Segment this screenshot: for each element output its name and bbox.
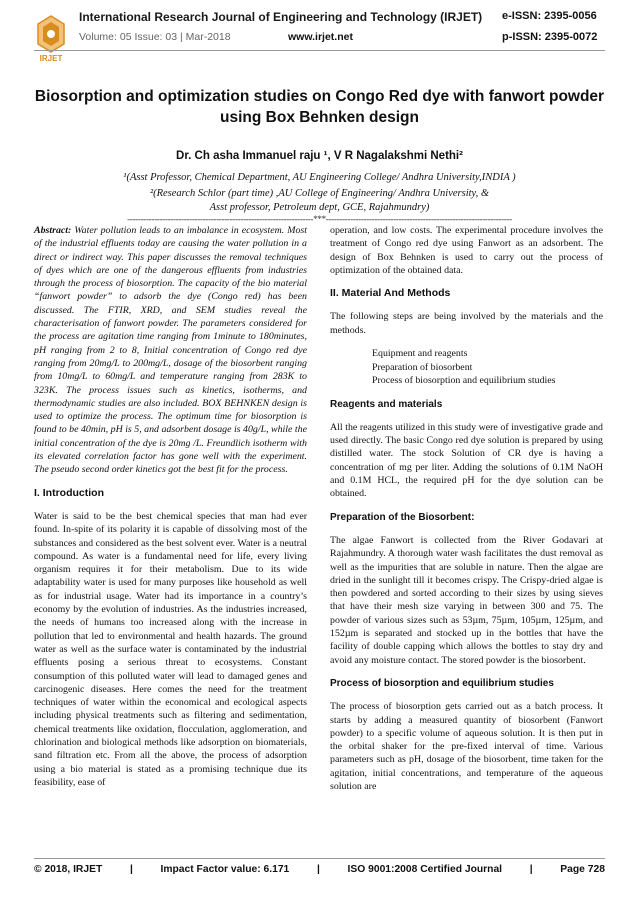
list-item: Preparation of biosorbent — [372, 361, 473, 373]
preparation-text: The algae Fanwort is collected from the River Godavari at Rajahmundry. A thorough water wash facilitates the dust removal as well as the impurities that are soluble in nature. Then the algae are dried in the sunlight till it becomes crispy. The Crispy-dried algae is then powdered and sorted according to their sizes by using sieves that have their mesh size varying in between 300 and 75. The powder of various sizes such as 53µm, 75µm, 105µm, 125µm, and 152µm is separated and stocked up in the bottles that have the facility of double capping which allows the bottles to stay dry and avoid any moisture contact. The stored powder is the biosorbent. — [330, 534, 603, 666]
affiliation-1: ¹(Asst Professor, Chemical Department, AU Engineering College/ Andhra University,INDIA ) — [123, 172, 516, 183]
list-item: Equipment and reagents — [372, 348, 468, 360]
iso-certification: ISO 9001:2008 Certified Journal — [347, 864, 503, 875]
preparation-heading: Preparation of the Biosorbent: — [330, 511, 475, 523]
methods-heading: II. Material And Methods — [330, 287, 451, 300]
journal-header — [0, 0, 638, 78]
footer-divider — [34, 858, 605, 859]
footer-separator: | — [129, 864, 133, 875]
section-separator: ---------------------------------------------------------------------***--------------------------------------------------------------------- — [127, 214, 512, 224]
right-column — [330, 224, 603, 803]
impact-factor: Impact Factor value: 6.171 — [160, 864, 290, 875]
affiliation-2a: ²(Research Schlor (part time) ,AU College of Engineering/ Andhra University, & — [149, 188, 490, 199]
abstract-text: Water pollution leads to an imbalance in ecosystem. Most of the industrial effluents today are causing the water pollution in a direct or indirect way. This paper discusses the removal techniques of dyes which are one of the dangerous effluents from industries through the process of biosorption. The capacity of the bio material “fanwort powder” to adsorb the dye (Congo red) has been discussed. The FTIR, XRD, and SEM studies reveal the characterisation of fanwort powder. The parameters considered for the process are agitation time ranging from 1minute to 180minutes, pH ranging from 2 to 8, Initial concentration of Congo red dye ranging from 20mg/L to 200mg/L, dosage of the biosorbent ranging from 10mg/L to 60mg/L and temperature ranging from 283K to 323K. The process issues such as kinetics, isotherms, and thermodynamic studies are also included. BOX BEHNKEN design is used to optimize the process. The optimum time for biosorption is found to be 40min, pH is 5, and adsorbent dosage is 40g/L, while the initial concentration of the dye is 20mg /L. Freundlich isotherm with its elevated correlation factor has gone well with the experiment. The pseudo second order kinetics got the best fit for the process. — [34, 225, 307, 476]
introduction-heading: I. Introduction — [34, 486, 104, 499]
paper-authors: Dr. Ch asha Immanuel raju ¹, V R Nagalakshmi Nethi² — [176, 150, 463, 162]
journal-title: International Research Journal of Engineering and Technology (IRJET) — [79, 10, 483, 24]
left-column — [34, 224, 307, 799]
paper-title: Biosorption and optimization studies on Congo Red dye with fanwort powder using Box Behnken design — [34, 88, 605, 126]
reagents-heading: Reagents and materials — [330, 398, 443, 410]
methods-steps-list — [372, 347, 603, 388]
page-number: Page 728 — [560, 864, 605, 875]
abstract-label: Abstract: — [34, 225, 72, 236]
introduction-text: Water is said to be the best chemical species that man had ever found. In-spite of its polarity it is capable of dissolving most of the substances and considered as the best solvent ever. Water is a neutral compound. As water is a fundamental need for life, every living organism requires it for their metabolism. Due to its wide adaptability water is used for many purposes like household as well as for industrial usage. Water had its importance in a country’s economy by the evolution of industries. As the industries increased, the needs of humans too increased along with the increase in pollution that led to environmental and health hazards. The ground water as well as the surface water is contaminated by the industrial effluents posing a serious threat to ecosystems. Constant consumption of this polluted water will lead to damaged genes and carcinogenic diseases. Here comes the need for the treatment techniques of water within the economical and ecological aspects including physical treatments such as filtering and sedimentation, chemical treatments like oxidation, flocculation, agglomeration, and chlorination and biological methods like adsorption on biomaterials, sand filtration etc. From all the above, the process of adsorption using a bio material is stated as a promising technique due its feasibility, ease of — [34, 510, 307, 788]
list-item: Process of biosorption and equilibrium studies — [372, 375, 556, 387]
process-text: The process of biosorption gets carried out as a batch process. It starts by adding a measured quantity of biosorbent (Fanwort powder) to a specific volume of aqueous solution. It is then put in the orbital shaker for the pre-fixed interval of time. Various parameters such as pH, dosage of the biosorbent, time taken for the agitation, initial concentrations, and temperature of the aqueous solution are — [330, 701, 603, 792]
irjet-logo — [34, 14, 68, 64]
footer-separator: | — [316, 864, 320, 875]
journal-website-link[interactable]: www.irjet.net — [288, 31, 353, 43]
copyright: © 2018, IRJET — [34, 864, 103, 875]
volume-issue: Volume: 05 Issue: 03 | Mar-2018 — [79, 31, 231, 43]
footer-separator: | — [529, 864, 533, 875]
eissn: e-ISSN: 2395-0056 — [502, 10, 597, 22]
header-divider — [34, 50, 605, 51]
abstract — [34, 224, 307, 477]
reagents-text: All the reagents utilized in this study were of investigative grade and used directly. The basic Congo red dye solution is prepared by using distilled water. The stock Solution of CR dye is having a concentration of mg per liter. Adding the solutions of 0.1M NaOH and 0.1M HCL, the required pH for the dye solution can be obtained. — [330, 421, 603, 500]
pissn: p-ISSN: 2395-0072 — [502, 31, 598, 43]
logo-text: IRJET — [39, 54, 63, 63]
page-footer — [34, 864, 605, 875]
introduction-continued: operation, and low costs. The experimental procedure involves the treatment of Congo red dye using Fanwort as an adsorbent. The design of Box Behnken is used to carry out the process of optimization of the obtained data. — [330, 225, 603, 276]
methods-intro: The following steps are being involved by the materials and the methods. — [330, 311, 603, 336]
process-heading: Process of biosorption and equilibrium studies — [330, 677, 554, 689]
affiliation-2b: Asst professor, Petroleum dept, GCE, Rajahmundry) — [209, 202, 430, 213]
